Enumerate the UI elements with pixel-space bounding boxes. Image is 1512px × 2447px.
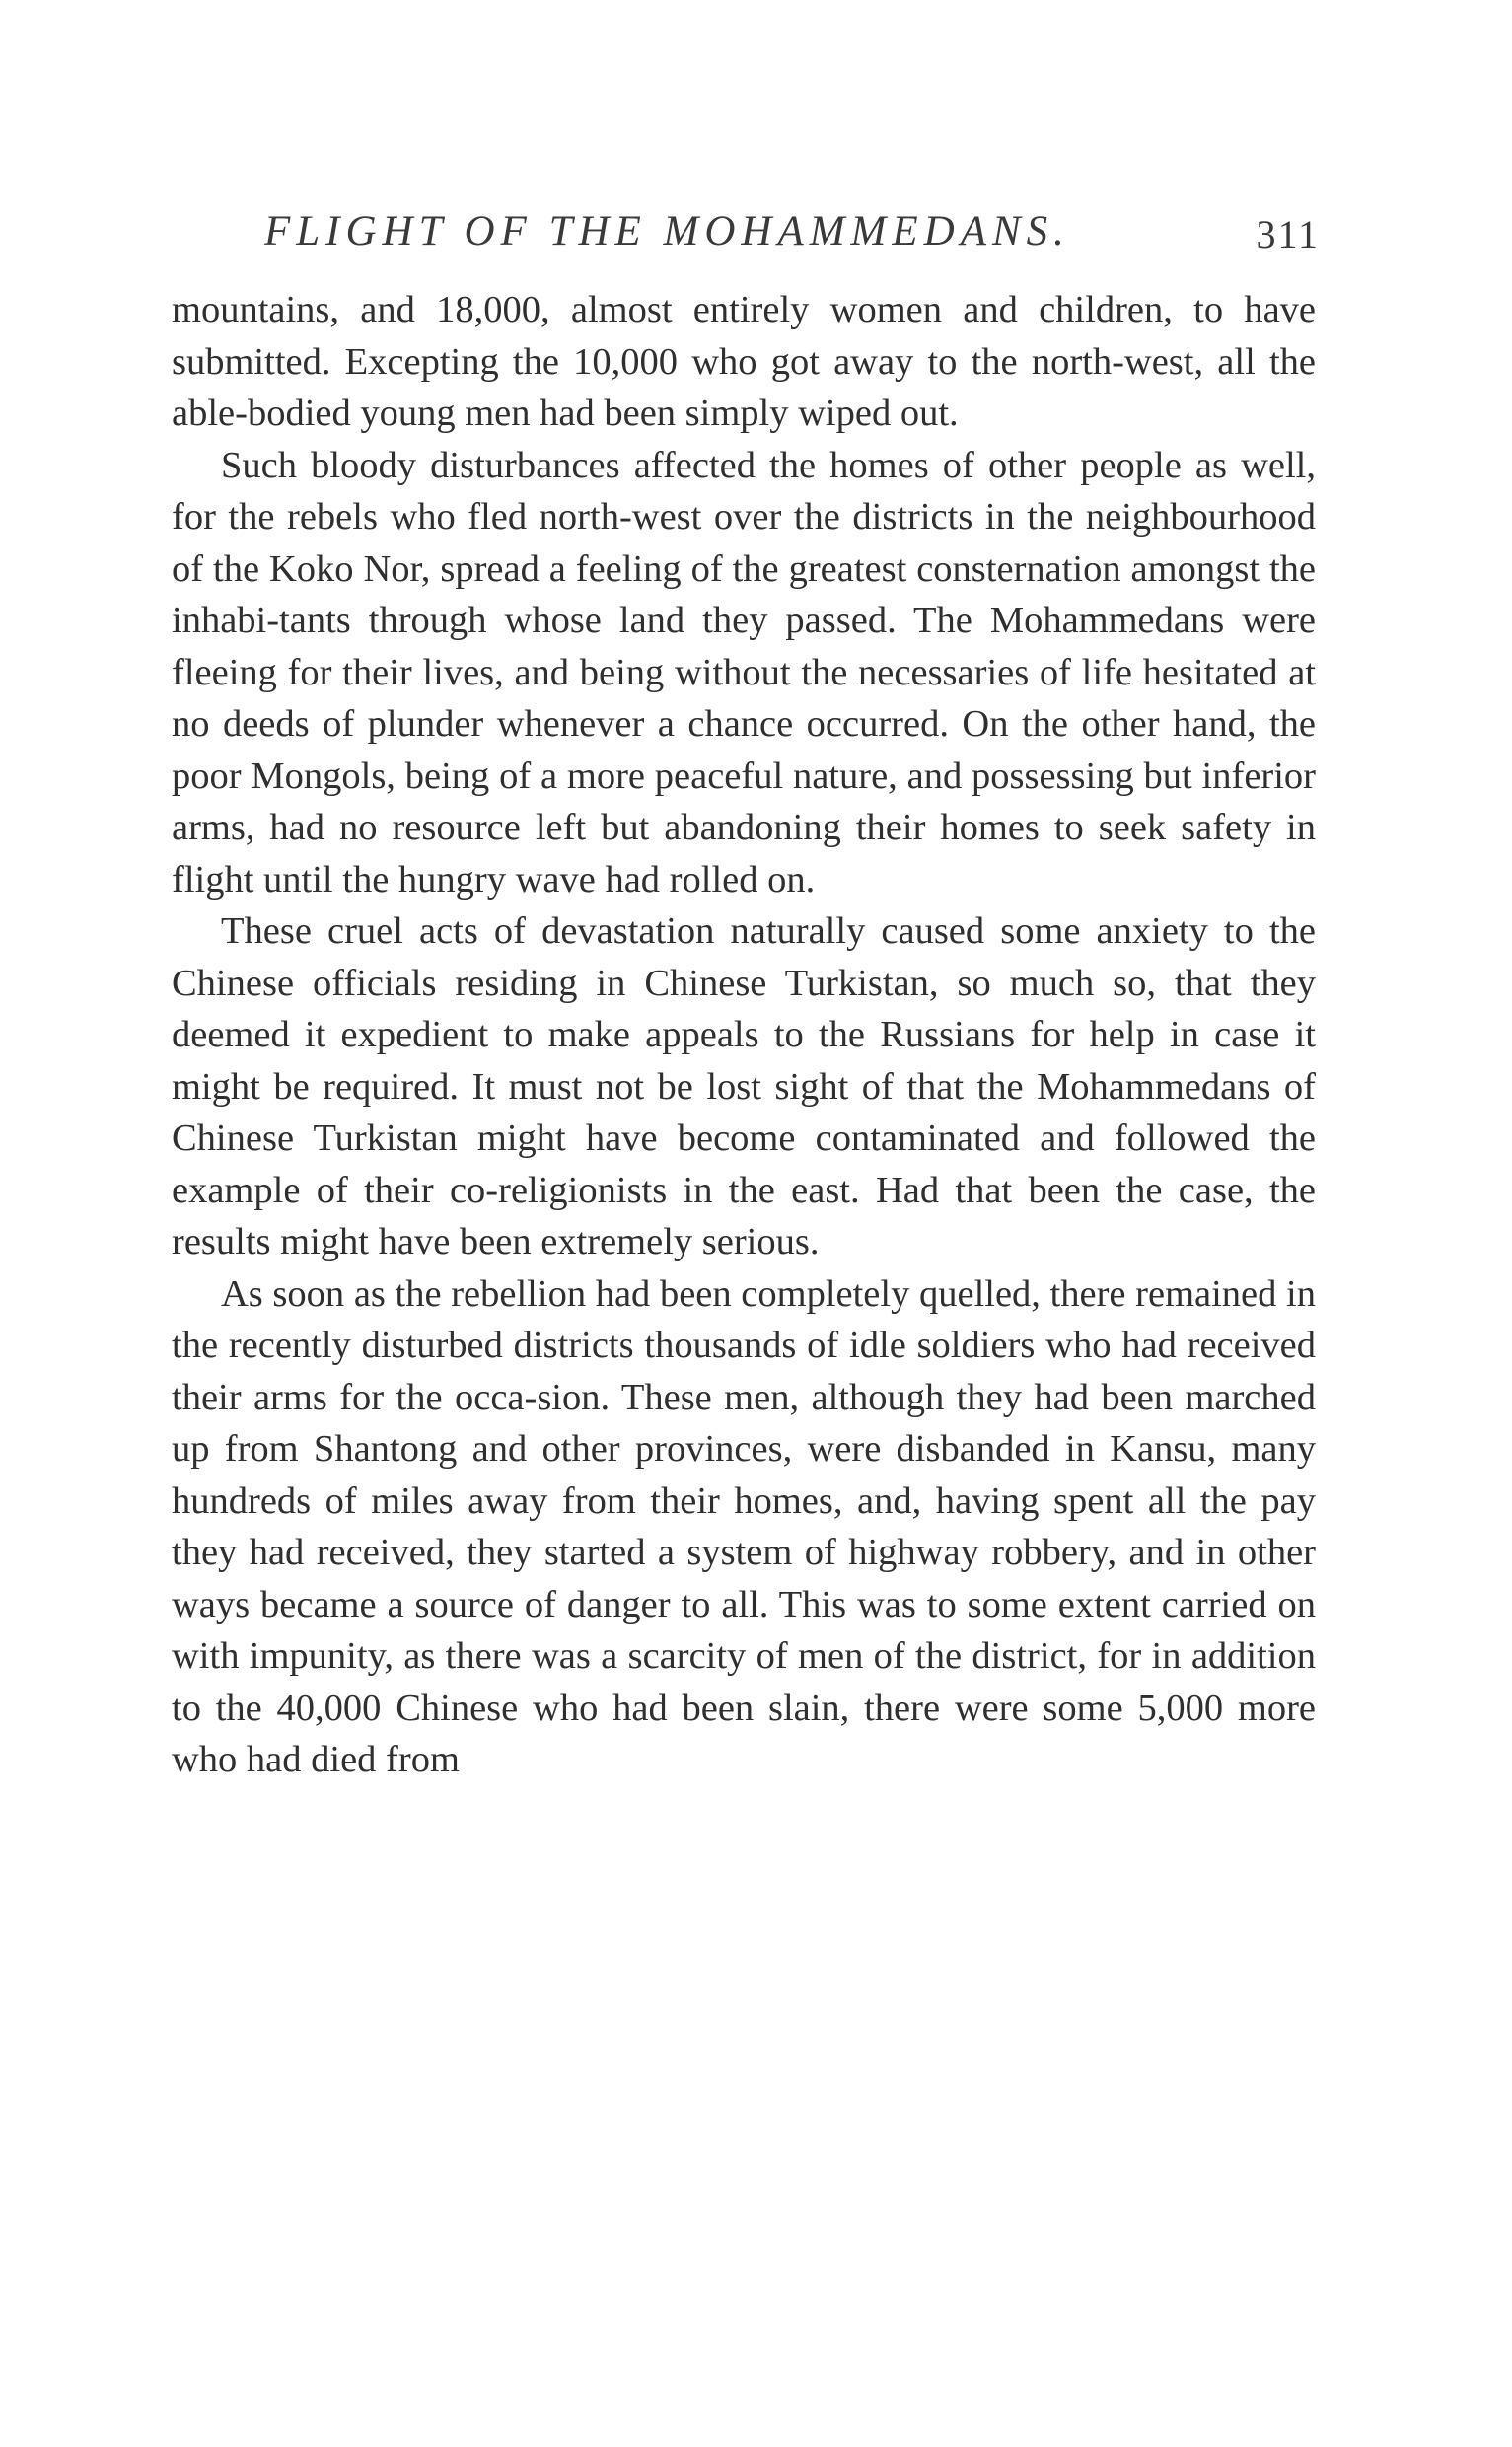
running-title: FLIGHT OF THE MOHAMMEDANS. [264,208,1070,254]
paragraph-1: mountains, and 18,000, almost entirely women and children, to have submitted. Excepting the 10,000 who got away to the north-west, all the able-bodied young men had been simply wiped out. [172,289,1316,434]
running-head [264,207,1320,266]
body-text [172,284,1316,1786]
paragraph-2: Such bloody disturbances affected the homes of other people as well, for the rebels who fled north-west over the districts in the neighbourhood of the Koko Nor, spread a feeling of the greatest consternation amongst the inhabi-tants through whose land they passed. The Mohammedans were fleeing for their lives, and being without the necessaries of life hesitated at no deeds of plunder whenever a chance occurred. On the other hand, the poor Mongols, being of a more peaceful nature, and possessing but inferior arms, had no resource left but abandoning their homes to seek safety in flight until the hungry wave had rolled on. [172,444,1316,900]
paragraph-3: These cruel acts of devastation naturally caused some anxiety to the Chinese officials residing in Chinese Turkistan, so much so, that they deemed it expedient to make appeals to the Russians for help in case it might be required. It must not be lost sight of that the Mohammedans of Chinese Turkistan might have become contaminated and followed the example of their co-religionists in the east. Had that been the case, the results might have been extremely serious. [172,910,1316,1262]
page-number: 311 [1256,212,1320,256]
paragraph-4: As soon as the rebellion had been completely quelled, there remained in the recently disturbed districts thousands of idle soldiers who had received their arms for the occa-sion. These men, although they had been marched up from Shantong and other provinces, were disbanded in Kansu, many hundreds of miles away from their homes, and, having spent all the pay they had received, they started a system of highway robbery, and in other ways became a source of danger to all. This was to some extent carried on with impunity, as there was a scarcity of men of the district, for in addition to the 40,000 Chinese who had been slain, there were some 5,000 more who had died from [172,1272,1316,1780]
